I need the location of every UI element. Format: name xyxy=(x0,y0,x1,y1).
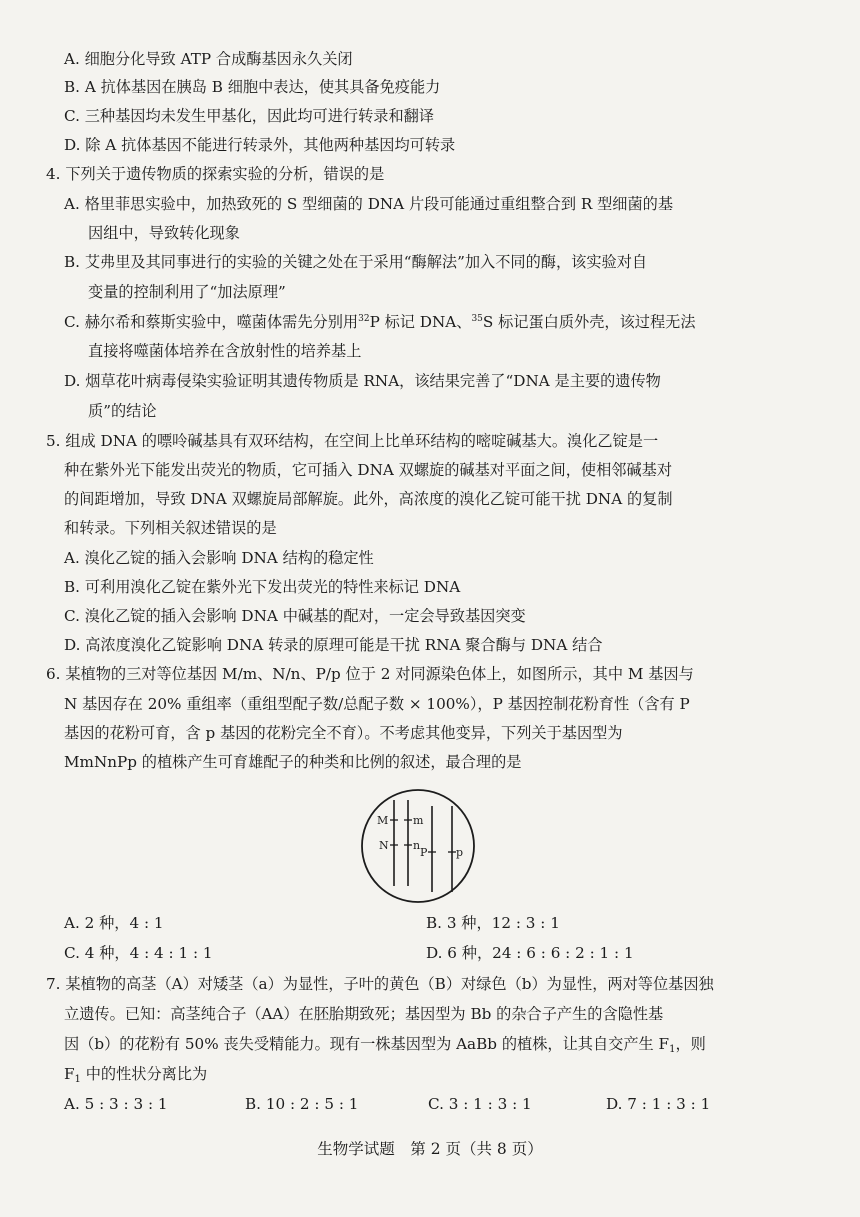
q6-option-c: C. 4 种，4 : 4 : 1 : 1 xyxy=(64,944,213,962)
q4-stem: 4. 下列关于遗传物质的探索实验的分析，错误的是 xyxy=(46,165,385,183)
q4-option-d: D. 烟草花叶病毒侵染实验证明其遗传物质是 RNA，该结果完善了“DNA 是主要的遗传物 xyxy=(64,372,661,390)
q7-option-c: C. 3 : 1 : 3 : 1 xyxy=(428,1095,532,1113)
q6-stem-4: MmNnPp 的植株产生可育雄配子的种类和比例的叙述，最合理的是 xyxy=(64,753,522,771)
q6-option-d: D. 6 种，24 : 6 : 6 : 2 : 1 : 1 xyxy=(426,944,634,962)
q7-stem-3 xyxy=(64,1033,706,1055)
gene-label-p: p xyxy=(456,846,464,859)
q7-stem-4 xyxy=(64,1063,207,1085)
gene-label-P: P xyxy=(420,846,428,859)
chromosome-diagram xyxy=(358,786,478,906)
q5-option-d: D. 高浓度溴化乙锭影响 DNA 转录的原理可能是干扰 RNA 聚合酶与 DNA 结合 xyxy=(64,636,603,654)
q4-option-c-text-3: S 标记蛋白质外壳，该过程无法 xyxy=(482,313,696,331)
f1-subscript-2: 1 xyxy=(74,1074,81,1085)
q7-stem-3-end: ，则 xyxy=(675,1035,706,1053)
q4-option-c xyxy=(64,311,696,333)
q5-stem-3: 的间距增加，导致 DNA 双螺旋局部解旋。此外，高浓度的溴化乙锭可能干扰 DNA 的复制 xyxy=(64,490,673,508)
q4-option-c-text-2: P 标记 DNA、 xyxy=(369,313,472,331)
q5-stem-2: 种在紫外光下能发出荧光的物质，它可插入 DNA 双螺旋的碱基对平面之间，使相邻碱基对 xyxy=(64,461,673,479)
q4-option-a: A. 格里菲思实验中，加热致死的 S 型细菌的 DNA 片段可能通过重组整合到 R 型细菌的基 xyxy=(64,195,674,213)
gene-label-M: M xyxy=(377,814,389,827)
q5-stem-4: 和转录。下列相关叙述错误的是 xyxy=(64,519,277,537)
q5-option-a: A. 溴化乙锭的插入会影响 DNA 结构的稳定性 xyxy=(64,549,374,567)
q6-option-b: B. 3 种，12 : 3 : 1 xyxy=(426,914,560,932)
s35-superscript: 35 xyxy=(471,314,483,324)
q6-option-a: A. 2 种，4 : 1 xyxy=(64,914,164,932)
q4-option-c-text-1: C. 赫尔希和蔡斯实验中，噬菌体需先分别用 xyxy=(64,313,359,331)
q6-stem-3: 基因的花粉可育，含 p 基因的花粉完全不育）。不考虑其他变异，下列关于基因型为 xyxy=(64,724,623,742)
q7-stem-2: 立遗传。已知：高茎纯合子（AA）在胚胎期致死；基因型为 Bb 的杂合子产生的含隐性基 xyxy=(64,1005,664,1023)
f1-subscript: 1 xyxy=(669,1044,676,1055)
q3-option-d: D. 除 A 抗体基因不能进行转录外，其他两种基因均可转录 xyxy=(64,136,456,154)
gene-label-n: n xyxy=(413,839,421,852)
q4-option-d-cont: 质”的结论 xyxy=(88,402,157,420)
q4-option-b-cont: 变量的控制利用了“加法原理” xyxy=(88,283,286,301)
q7-stem-4-text: 中的性状分离比为 xyxy=(80,1065,208,1083)
q3-option-a: A. 细胞分化导致 ATP 合成酶基因永久关闭 xyxy=(64,50,353,68)
page-footer: 生物学试题 第 2 页（共 8 页） xyxy=(317,1140,543,1158)
p32-superscript: 32 xyxy=(358,314,370,324)
gene-label-m: m xyxy=(413,814,424,827)
q3-option-b: B. A 抗体基因在胰岛 B 细胞中表达，使其具备免疫能力 xyxy=(64,78,441,96)
q7-option-d: D. 7 : 1 : 3 : 1 xyxy=(606,1095,711,1113)
q4-option-c-cont: 直接将噬菌体培养在含放射性的培养基上 xyxy=(88,342,362,360)
q7-option-a: A. 5 : 3 : 3 : 1 xyxy=(64,1095,168,1113)
q5-option-c: C. 溴化乙锭的插入会影响 DNA 中碱基的配对，一定会导致基因突变 xyxy=(64,607,526,625)
q7-stem-1: 7. 某植物的高茎（A）对矮茎（a）为显性，子叶的黄色（B）对绿色（b）为显性，两对等位基因独 xyxy=(46,975,714,993)
q5-stem-1: 5. 组成 DNA 的嘌呤碱基具有双环结构，在空间上比单环结构的嘧啶碱基大。溴化乙锭是一 xyxy=(46,432,659,450)
q3-option-c: C. 三种基因均未发生甲基化，因此均可进行转录和翻译 xyxy=(64,107,435,125)
q6-stem-1: 6. 某植物的三对等位基因 M/m、N/n、P/p 位于 2 对同源染色体上，如图所示，其中 M 基因与 xyxy=(46,665,694,683)
q7-stem-4-f: F xyxy=(64,1065,75,1083)
gene-label-N: N xyxy=(379,839,389,852)
q6-stem-2: N 基因存在 20% 重组率（重组型配子数/总配子数 × 100%），P 基因控制花粉育性（含有 P xyxy=(64,695,690,713)
q4-option-b: B. 艾弗里及其同事进行的实验的关键之处在于采用“酶解法”加入不同的酶，该实验对自 xyxy=(64,253,648,271)
q5-option-b: B. 可利用溴化乙锭在紫外光下发出荧光的特性来标记 DNA xyxy=(64,578,461,596)
q7-stem-3-text: 因（b）的花粉有 50% 丧失受精能力。现有一株基因型为 AaBb 的植株，让其自交产生 F xyxy=(64,1035,670,1053)
q7-option-b: B. 10 : 2 : 5 : 1 xyxy=(245,1095,359,1113)
q4-option-a-cont: 因组中，导致转化现象 xyxy=(88,224,240,242)
